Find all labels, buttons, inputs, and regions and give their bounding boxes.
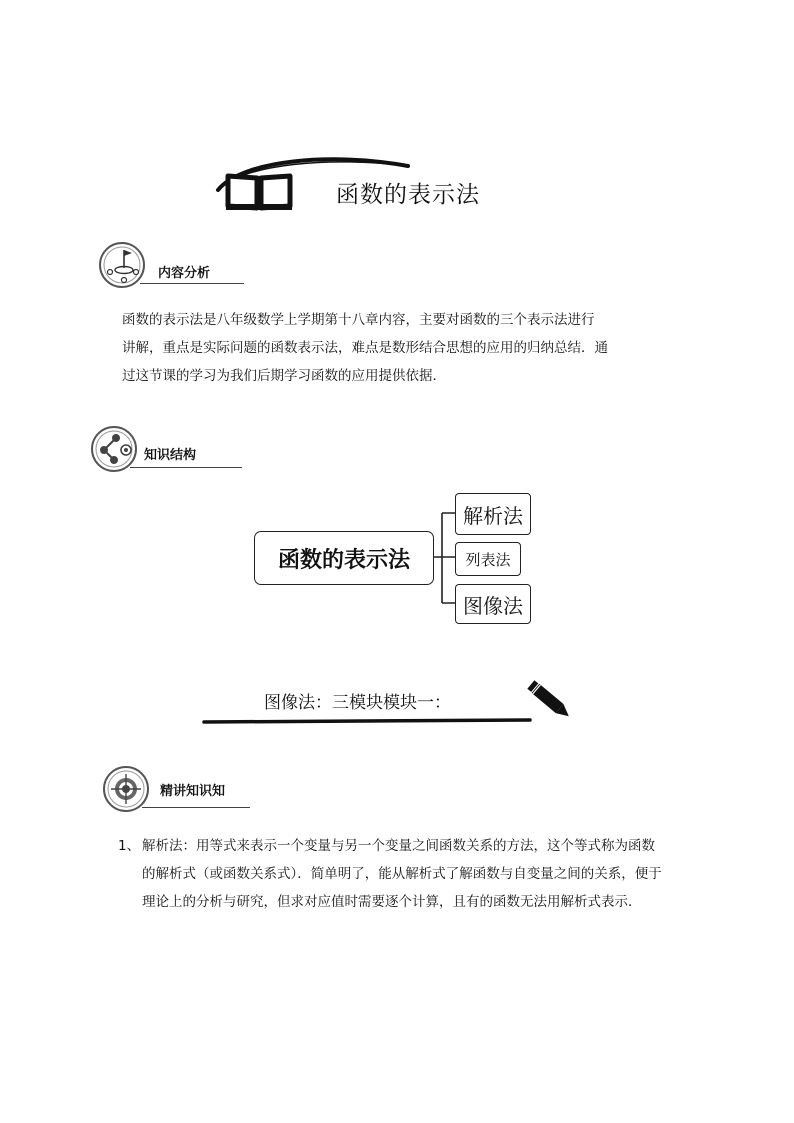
paragraph-line: 讲解，重点是实际问题的函数表示法，难点是数形结合思想的应用的归纳总结．通 xyxy=(122,340,608,356)
mind-map-root: 函数的表示法 xyxy=(254,531,434,585)
page-title: 函数的表示法 xyxy=(336,182,480,208)
section-label: 内容分析 xyxy=(158,266,211,281)
knowledge-line: 理论上的分析与研究，但求对应值时需要逐个计算，且有的函数无法用解析式表示． xyxy=(142,894,642,910)
knowledge-point-text xyxy=(142,832,662,916)
paragraph-line: 函数的表示法是八年级数学上学期第十八章内容，主要对函数的三个表示法进行 xyxy=(122,312,595,328)
section-header-knowledge-structure xyxy=(90,424,250,474)
section-label: 精讲知识知 xyxy=(160,784,226,799)
content-analysis-paragraph xyxy=(122,306,608,390)
section-underline xyxy=(130,467,242,468)
section-label: 知识结构 xyxy=(144,448,197,463)
knowledge-line: 解析法：用等式来表示一个变量与另一个变量之间函数关系的方法，这个等式称为函数 xyxy=(142,838,655,854)
section-header-content-analysis xyxy=(96,240,256,290)
knowledge-line: 的解析式（或函数关系式）．简单明了，能从解析式了解函数与自变量之间的关系，便于 xyxy=(142,866,662,882)
section-underline xyxy=(140,283,244,284)
mind-map-branch: 解析法 xyxy=(455,493,531,535)
open-book-icon xyxy=(224,172,294,212)
section-header-key-knowledge xyxy=(102,764,262,814)
pencil-icon xyxy=(524,674,574,728)
module-title: 图像法：三模块模块一： xyxy=(264,693,451,713)
mind-map-branch: 图像法 xyxy=(455,584,531,624)
paragraph-line: 过这节课的学习为我们后期学习函数的应用提供依据． xyxy=(122,368,446,384)
knowledge-point-number: 1、 xyxy=(118,838,141,854)
module-banner xyxy=(0,660,794,740)
section-underline xyxy=(142,807,250,808)
module-underline xyxy=(200,674,580,726)
mind-map-branch: 列表法 xyxy=(455,542,521,576)
title-banner xyxy=(0,0,794,230)
